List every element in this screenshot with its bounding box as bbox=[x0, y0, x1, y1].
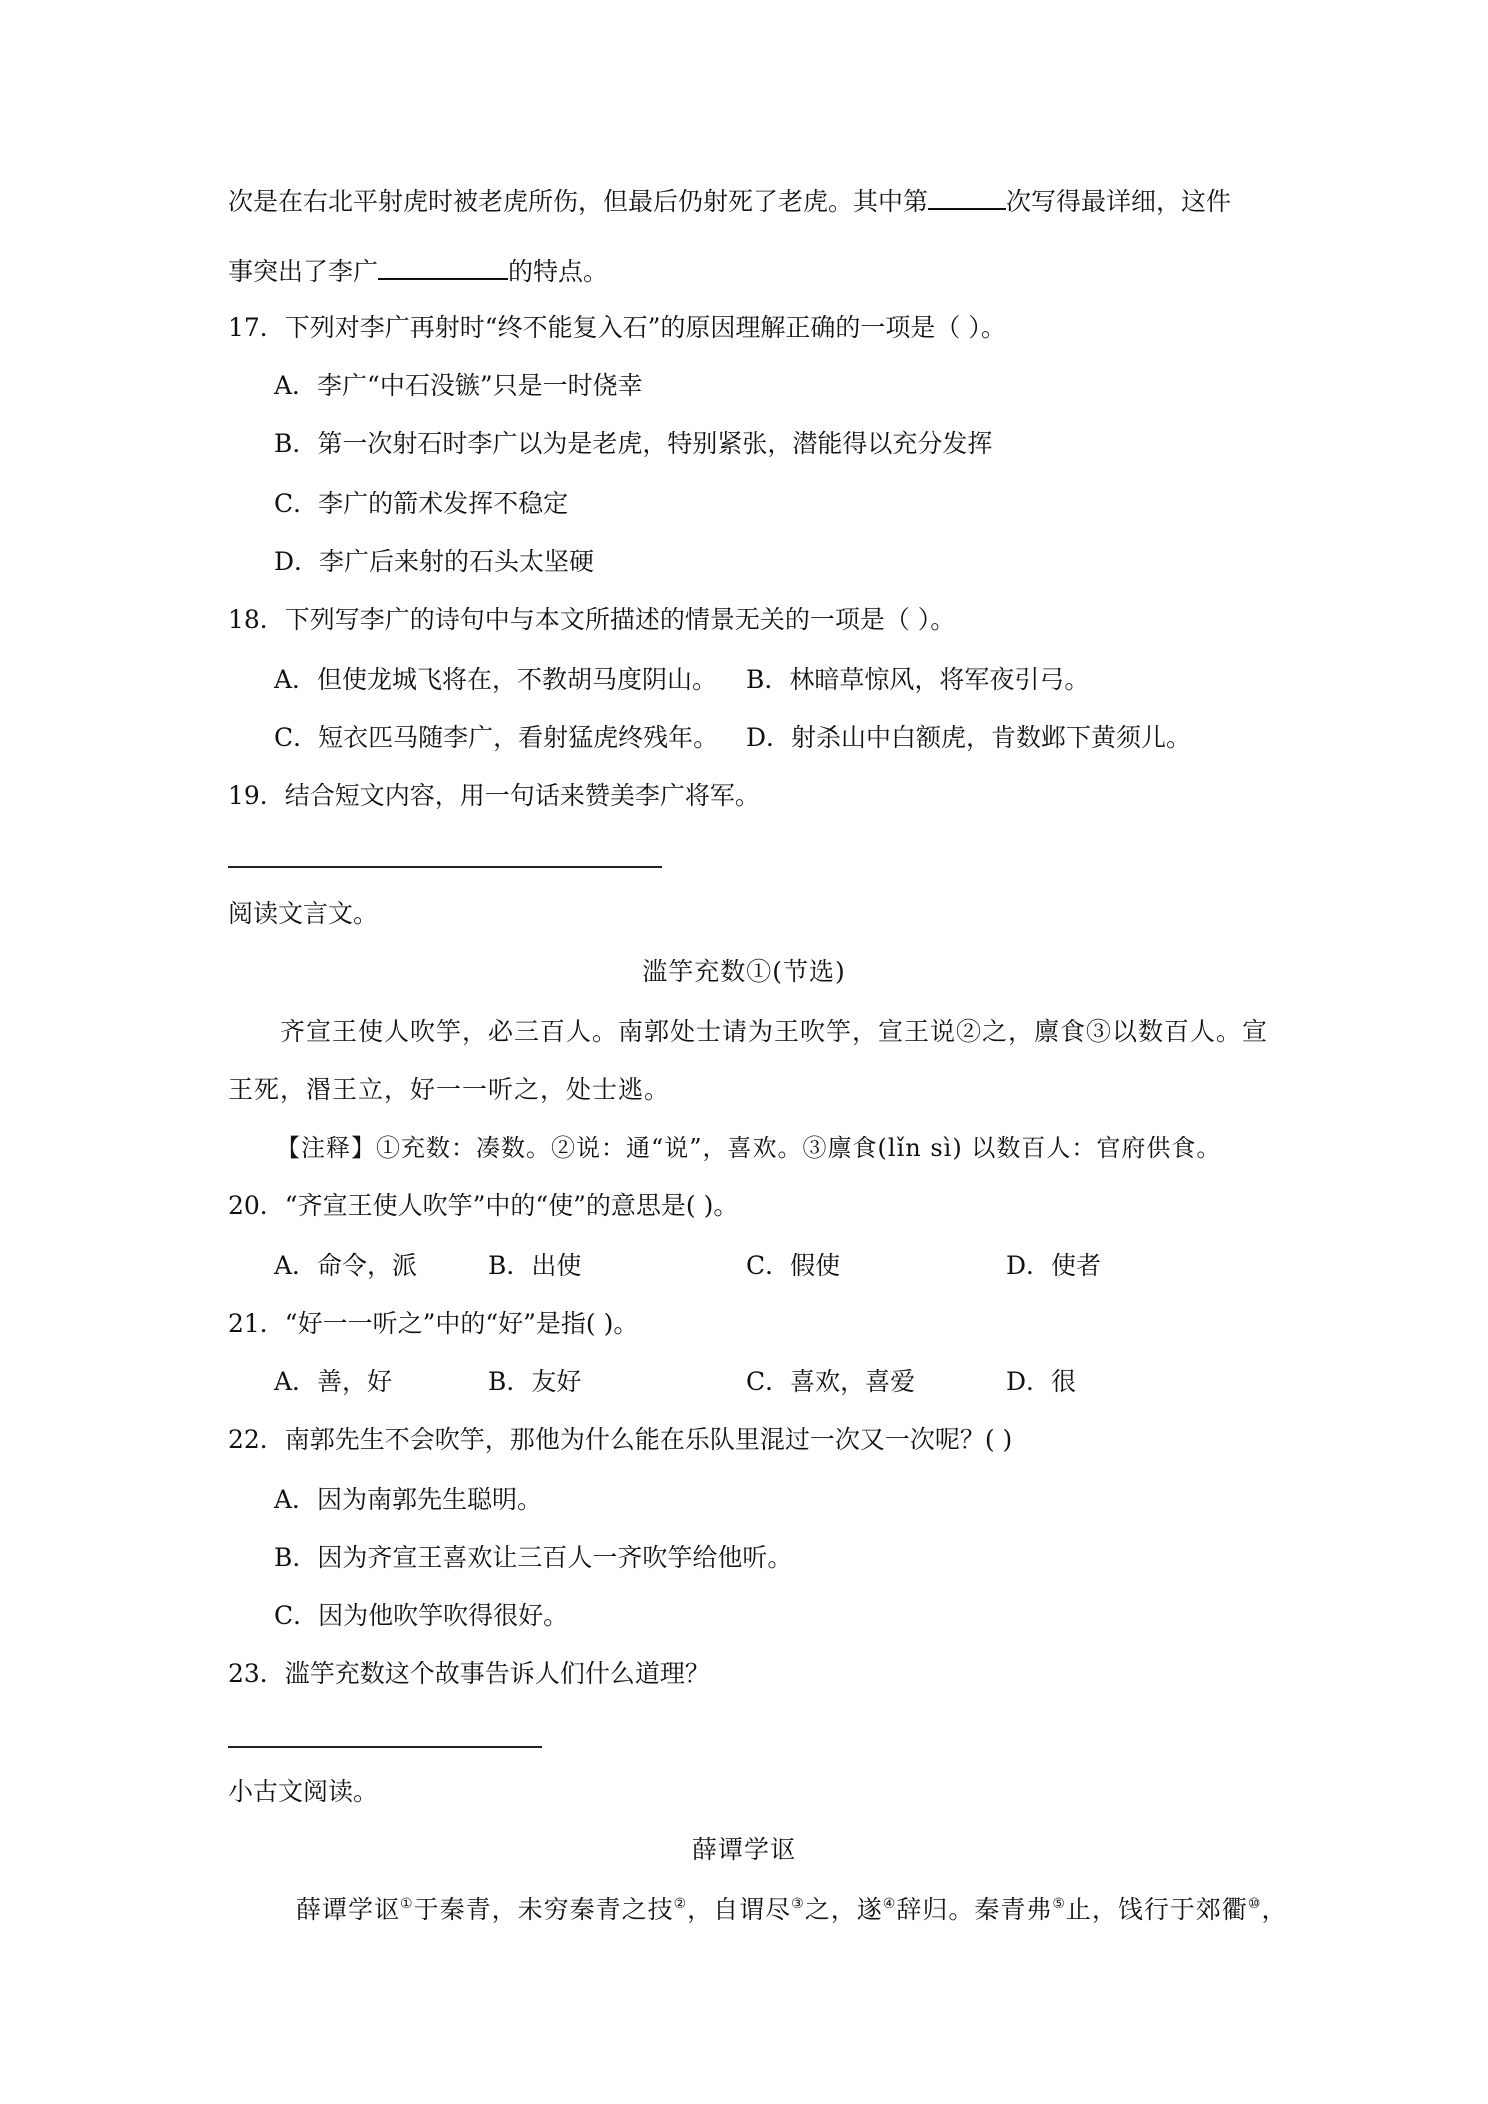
footnote-mark-1: ① bbox=[400, 1896, 414, 1912]
passage2-text-line-2: 王死，湣王立，好一一听之，处士逃。 bbox=[228, 1075, 671, 1104]
passage2-text-line-1: 齐宣王使人吹竽，必三百人。南郭处士请为王吹竽，宣王说②之，廪食③以数百人。宣 bbox=[280, 1017, 1269, 1046]
footnote-mark-6: ⑩ bbox=[1247, 1896, 1262, 1912]
passage3-title: 薛谭学讴 bbox=[691, 1835, 796, 1864]
passage3-seg-5: 辞归。秦青弗 bbox=[896, 1895, 1053, 1924]
q23-stem: 23．滥竽充数这个故事告诉人们什么道理？ bbox=[228, 1659, 710, 1688]
q16-blank-2[interactable] bbox=[378, 254, 508, 280]
passage3-seg-4: 之，遂 bbox=[804, 1895, 883, 1924]
q17-option-c[interactable]: C．李广的箭术发挥不稳定 bbox=[274, 489, 569, 518]
q18-option-b[interactable]: B．林暗草惊风，将军夜引弓。 bbox=[746, 665, 1090, 694]
q20-stem: 20．“齐宣王使人吹竽”中的“使”的意思是( )。 bbox=[228, 1191, 739, 1220]
q21-option-b[interactable]: B．友好 bbox=[488, 1367, 582, 1396]
q18-stem: 18．下列写李广的诗句中与本文所描述的情景无关的一项是（ ）。 bbox=[228, 605, 956, 634]
q22-option-a[interactable]: A．因为南郭先生聪明。 bbox=[274, 1485, 543, 1514]
footnote-mark-2: ② bbox=[673, 1896, 688, 1912]
passage3-text-line-1 bbox=[296, 1894, 1287, 1926]
passage2-note: 【注释】①充数：凑数。②说：通“说”，喜欢。③廪食(lǐn sì) 以数百人：官府供食。 bbox=[276, 1134, 1222, 1162]
footnote-mark-5: ⑤ bbox=[1052, 1896, 1066, 1912]
q16-line-1-text-a: 次是在右北平射虎时被老虎所伤，但最后仍射死了老虎。其中第 bbox=[228, 187, 929, 216]
q20-option-d[interactable]: D．使者 bbox=[1006, 1251, 1102, 1280]
q20-option-a[interactable]: A．命令，派 bbox=[274, 1251, 418, 1280]
q21-option-c[interactable]: C．喜欢，喜爱 bbox=[746, 1367, 916, 1396]
q22-option-c[interactable]: C．因为他吹竽吹得很好。 bbox=[274, 1601, 569, 1630]
q17-option-b[interactable]: B．第一次射石时李广以为是老虎，特别紧张，潜能得以充分发挥 bbox=[274, 429, 993, 458]
q16-line-2-text-b: 的特点。 bbox=[508, 257, 609, 286]
q18-option-c[interactable]: C．短衣匹马随李广，看射猛虎终残年。 bbox=[274, 723, 719, 752]
q16-blank-1[interactable] bbox=[928, 184, 1006, 210]
q19-stem: 19．结合短文内容，用一句话来赞美李广将军。 bbox=[228, 781, 760, 810]
passage3-seg-2: 于秦青，未穷秦青之技 bbox=[413, 1895, 674, 1924]
q18-option-a[interactable]: A．但使龙城飞将在，不教胡马度阴山。 bbox=[274, 665, 718, 694]
footnote-mark-3: ③ bbox=[791, 1896, 805, 1912]
footnote-mark-4: ④ bbox=[882, 1896, 897, 1912]
passage3-seg-7: ， bbox=[1261, 1895, 1288, 1924]
q21-option-a[interactable]: A．善，好 bbox=[274, 1367, 393, 1396]
passage3-seg-1: 薛谭学讴 bbox=[296, 1895, 401, 1924]
q23-answer-line[interactable] bbox=[228, 1746, 542, 1748]
q17-option-d[interactable]: D．李广后来射的石头太坚硬 bbox=[274, 547, 595, 576]
passage2-title: 滥竽充数①(节选) bbox=[642, 957, 846, 986]
passage3-seg-3: ，自谓尽 bbox=[687, 1895, 792, 1924]
q16-line-1 bbox=[228, 184, 1231, 216]
passage2-intro: 阅读文言文。 bbox=[228, 899, 379, 928]
q17-stem: 17．下列对李广再射时“终不能复入石”的原因理解正确的一项是（ ）。 bbox=[228, 313, 1006, 342]
q18-option-d[interactable]: D．射杀山中白额虎，肯数邺下黄须儿。 bbox=[746, 723, 1192, 752]
passage3-seg-6: 止，饯行于郊衢 bbox=[1065, 1895, 1248, 1924]
q20-option-b[interactable]: B．出使 bbox=[488, 1251, 582, 1280]
passage3-intro: 小古文阅读。 bbox=[228, 1777, 379, 1806]
q17-option-a[interactable]: A．李广“中石没镞”只是一时侥幸 bbox=[274, 371, 643, 400]
q22-stem: 22．南郭先生不会吹竽，那他为什么能在乐队里混过一次又一次呢？( ) bbox=[228, 1425, 1013, 1454]
q21-option-d[interactable]: D．很 bbox=[1006, 1367, 1077, 1396]
q16-line-1-text-b: 次写得最详细，这件 bbox=[1006, 187, 1232, 216]
q19-answer-line[interactable] bbox=[228, 866, 662, 868]
q21-stem: 21．“好一一听之”中的“好”是指( )。 bbox=[228, 1309, 639, 1338]
q22-option-b[interactable]: B．因为齐宣王喜欢让三百人一齐吹竽给他听。 bbox=[274, 1543, 793, 1572]
q16-line-2 bbox=[228, 254, 608, 286]
q20-option-c[interactable]: C．假使 bbox=[746, 1251, 841, 1280]
q16-line-2-text-a: 事突出了李广 bbox=[228, 257, 379, 286]
